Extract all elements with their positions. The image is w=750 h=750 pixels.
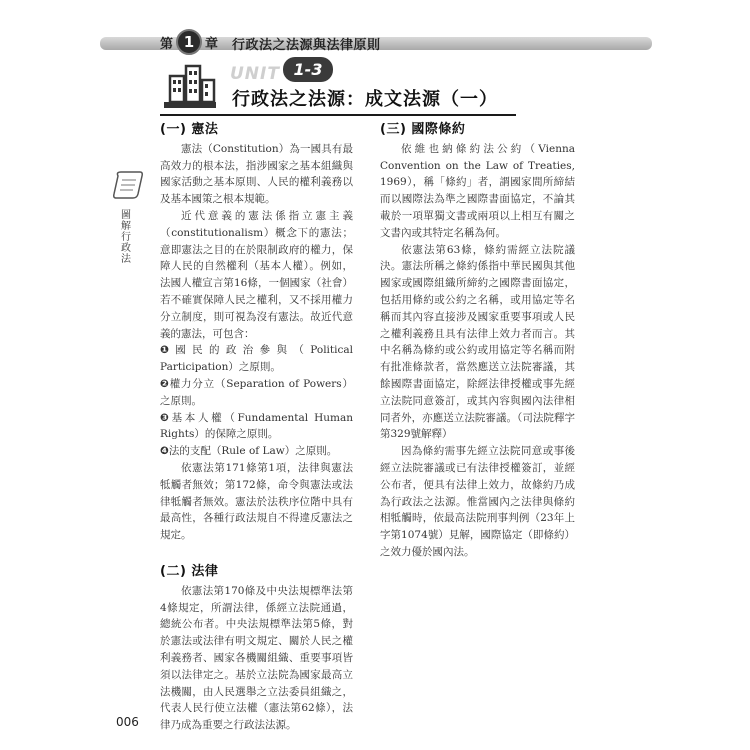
item-text: 權力分立（Separation of Powers）之原則。 — [160, 377, 353, 407]
side-book-label: 圖解行政法 — [121, 210, 131, 265]
item-marker: ❶ — [160, 344, 176, 357]
chapter-tag — [160, 31, 218, 53]
item-text: 國民的政治參與（Political Participation）之原則。 — [160, 344, 353, 374]
section-title-constitution: (一) 憲法 — [160, 122, 219, 137]
chapter-suffix: 章 — [205, 36, 219, 52]
chapter-title: 行政法之法源與法律原則 — [232, 38, 381, 53]
paragraph: 近代意義的憲法係指立憲主義（constitutionalism）概念下的憲法；意即憲法之目的在於限制政府的權力，保障人民的自然權利（基本人權）。例如，法國人權宣言第16條，一個國家（社會）若不確實保障人民之權利，又不採用權力分立制度，則可視為沒有憲法。故近代意義的憲法，可包含： — [160, 209, 353, 340]
title-divider — [160, 114, 516, 116]
chapter-prefix: 第 — [160, 36, 174, 52]
page-number: 006 — [116, 715, 139, 729]
chapter-number-badge: 1 — [176, 29, 202, 55]
unit-title: 行政法之法源：成文法源（一） — [232, 89, 498, 110]
paragraph: 依憲法第170條及中央法規標準法第4條規定，所謂法律，係經立法院通過，總統公布者。中央法規標準法第5條，對於憲法或法律有明文規定、關於人民之權利義務者、國家各機關組織、重要事項皆須以法律定之。基於立法院為國家最高立法機關，由人民選舉之立法委員組織之，代表人民行使立法權（憲法第62條），法律乃成為重要之行政法法源。 — [160, 584, 353, 732]
scroll-icon — [112, 168, 146, 202]
unit-number-badge: 1-3 — [283, 57, 333, 82]
paragraph: 依維也納條約法公約（Vienna Convention on the Law of Treaties, 1969），稱「條約」者，謂國家間所締結而以國際法為準之國際書面協定，不論其載於一項單獨文書或兩項以上相互有關之文書內或其特定名稱為何。 — [380, 142, 575, 239]
section-title-treaty: (三) 國際條約 — [380, 122, 466, 137]
list-item — [160, 410, 353, 444]
item-text: 法的支配（Rule of Law）之原則。 — [168, 445, 338, 458]
item-marker: ❷ — [160, 377, 170, 390]
list-item — [160, 443, 353, 460]
paragraph: 憲法（Constitution）為一國具有最高效力的根本法，指涉國家之基本組織與國家活動之基本原則、人民的權利義務以及基本國策之根本規範。 — [160, 142, 353, 206]
unit-label: UNIT — [230, 64, 280, 84]
right-column — [380, 118, 575, 561]
building-icon — [160, 62, 220, 112]
left-column — [160, 118, 353, 734]
section-title-law: (二) 法律 — [160, 563, 219, 579]
paragraph: 依憲法第171條第1項，法律與憲法牴觸者無效；第172條，命令與憲法或法律牴觸者無效。憲法於法秩序位階中具有最高性，各種行政法規自不得違反憲法之規定。 — [160, 461, 353, 542]
paragraph: 因為條約需事先經立法院同意或事後經立法院審議或已有法律授權簽訂，並經公布者，便具有法律上效力，故條約乃成為行政法之法源。惟當國內之法律與條約相牴觸時，依最高法院刑事判例（23年上字第1074號）見解，國際協定（即條約）之效力優於國內法。 — [380, 445, 575, 558]
item-marker: ❸ — [160, 411, 172, 424]
paragraph: 依憲法第63條，條約需經立法院議決。憲法所稱之條約係指中華民國與其他國家或國際組織所締約之國際書面協定，包括用條約或公約之名稱，或用協定等名稱而其內容直接涉及國家重要事項或人民之權利義務且具有法律上效力者而言。其中名稱為條約或公約或用協定等名稱而附有批准條款者，當然應送立法院審議，其餘國際書面協定，除經法律授權或事先經立法院同意簽訂，或其內容與國內法律相同者外，亦應送立法院審議。（司法院釋字第329號解釋） — [380, 243, 575, 441]
item-text: 基本人權（Fundamental Human Rights）的保障之原則。 — [160, 411, 353, 441]
section-gap — [160, 544, 353, 564]
item-marker: ❹ — [160, 445, 169, 458]
list-item — [160, 342, 353, 376]
list-item — [160, 376, 353, 410]
